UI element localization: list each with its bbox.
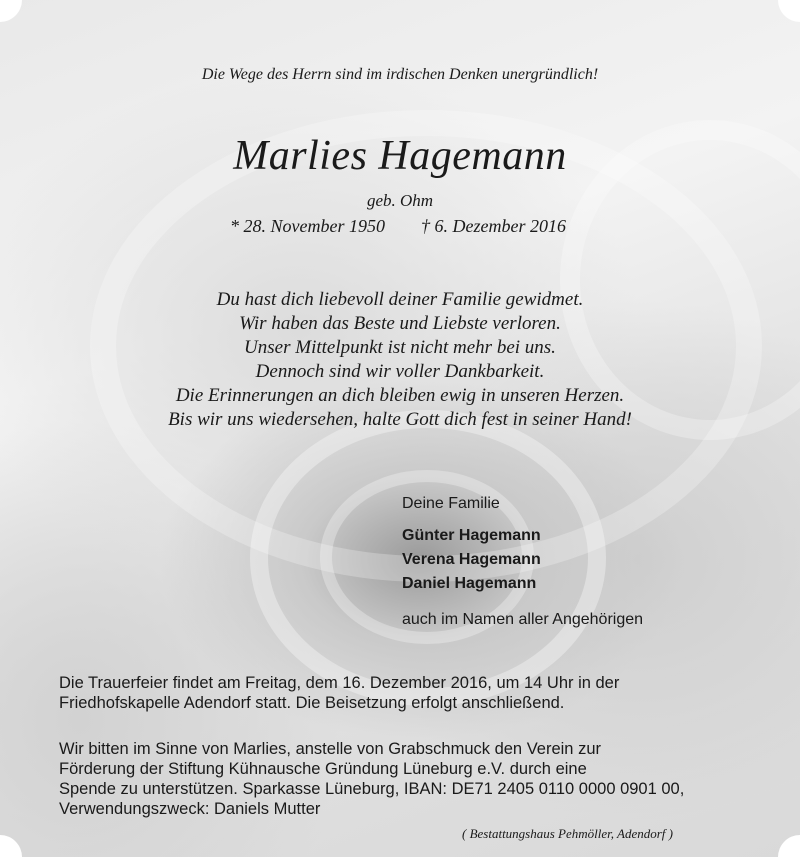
family-closing: auch im Namen aller Angehörigen <box>402 611 644 628</box>
donation-request-line: Wir bitten im Sinne von Marlies, anstelle von Grabschmuck den Verein zur <box>59 740 601 758</box>
family-member: Verena Hagemann <box>402 551 541 568</box>
corner-cutout <box>0 0 22 22</box>
undertaker-credit: ( Bestattungshaus Pehmöller, Adendorf ) <box>462 826 673 841</box>
poem-line: Wir haben das Beste und Liebste verloren. <box>239 313 561 334</box>
corner-cutout <box>0 835 22 857</box>
poem-line: Dennoch sind wir voller Dankbarkeit. <box>255 361 545 382</box>
deceased-name: Marlies Hagemann <box>233 133 567 179</box>
poem-line: Du hast dich liebevoll deiner Familie gewidmet. <box>216 289 584 310</box>
death-date: † 6. Dezember 2016 <box>421 216 566 236</box>
corner-cutout <box>778 835 800 857</box>
donation-request-line: Förderung der Stiftung Kühnausche Gründung Lüneburg e.V. durch eine <box>59 760 587 778</box>
family-intro: Deine Familie <box>402 495 500 512</box>
birth-name: geb. Ohm <box>366 191 434 210</box>
poem-line: Unser Mittelpunkt ist nicht mehr bei uns. <box>244 337 556 358</box>
funeral-notice-line: Friedhofskapelle Adendorf statt. Die Beisetzung erfolgt anschließend. <box>59 694 565 712</box>
funeral-notice <box>59 673 759 713</box>
donation-request-line: Verwendungszweck: Daniels Mutter <box>59 800 321 818</box>
poem <box>0 288 800 432</box>
donation-request <box>59 739 779 819</box>
birth-date: * 28. November 1950 <box>230 216 385 236</box>
corner-cutout <box>778 0 800 22</box>
poem-line: Die Erinnerungen an dich bleiben ewig in unseren Herzen. <box>175 385 625 406</box>
family-member: Daniel Hagemann <box>402 575 537 592</box>
family-member: Günter Hagemann <box>402 527 541 544</box>
poem-line: Bis wir uns wiedersehen, halte Gott dich fest in seiner Hand! <box>168 409 632 430</box>
funeral-notice-line: Die Trauerfeier findet am Freitag, dem 16. Dezember 2016, um 14 Uhr in der <box>59 674 620 692</box>
donation-request-line: Spende zu unterstützen. Sparkasse Lüneburg, IBAN: DE71 2405 0110 0000 0901 00, <box>59 780 685 798</box>
family-signature <box>402 495 643 629</box>
motto: Die Wege des Herrn sind im irdischen Denken unergründlich! <box>201 66 599 83</box>
